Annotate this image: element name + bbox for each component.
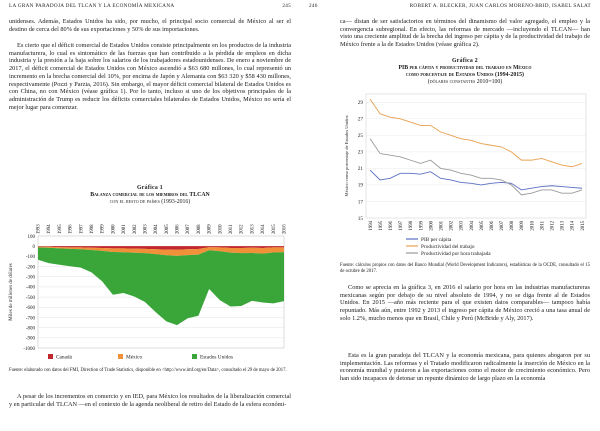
- x-tick-label-2001: 2001: [122, 224, 128, 234]
- x-tick-label-2011: 2011: [229, 224, 235, 234]
- x-tick-label-2004: 2004: [469, 221, 475, 231]
- right-paragraph-3: Esta es la gran paradoja del TLCAN y la economía mexicana, para quienes abogaron por su implementación. Las reformas y el Tratado modificaron radicalmente la inserción de México en la economía mundial y pusieron a las exportaciones como el motor de crecimiento económico. Pero han sido incapaces de detonar un repunte dinámico de largo plazo en la economía: [340, 352, 590, 383]
- y-tick-label-6: 27: [357, 116, 363, 123]
- x-tick-label-2000: 2000: [111, 224, 117, 234]
- legend-label-2: Productividad por hora trabajada: [421, 250, 491, 257]
- legend-label-0: Canadá: [56, 354, 72, 361]
- y-tick-label-5: -400: [25, 285, 35, 291]
- x-tick-label-2005: 2005: [479, 221, 485, 231]
- figure-1-source: Fuente: elaborado con datos del FMI, Direction of Trade Statistics, disponible en <http://www.imf.org/en/Data>, consultado el 29 de mayo de 2017.: [9, 368, 287, 373]
- x-tick-label-2015: 2015: [580, 220, 586, 231]
- left-paragraph-2: Es cierto que el déficit comercial de Estados Unidos consiste principalmente en los productos de la industria manufacturera, lo cual es sintomático de las fuerzas que han contribuido a la pérdida de empleos en dicha industria y la presión a la baja sobre los salarios de los trabajadores estadounidenses. De enero a noviembre de 2017, el déficit comercial de Estados Unidos con México ascendió a $63 680 millones, lo cual representó un incremento en la brecha comercial del 10%, por encima de Japón y Alemania con $63 320 y $58 430 millones, respectivamente (Pozzi y Parzia, 2016). Sin embargo, el mayor déficit comercial bilateral de Estados Unidos es con China, no con México (véase gráfica 1). Por lo tanto, incluso si uno de los objetivos principales de la administración de Trump es reducir los déficits comerciales bilaterales de Estados Unidos, México no sería el mejor lugar para comenzar.: [9, 42, 291, 111]
- legend-swatch-0: [48, 354, 53, 359]
- legend-label-1: Productividad del trabajo: [421, 243, 475, 250]
- y-axis-label: Miles de millones de dólares: [9, 263, 14, 321]
- x-tick-label-2002: 2002: [449, 221, 455, 231]
- y-tick-label-11: -1000: [23, 346, 35, 352]
- page-number-right: 246: [309, 3, 318, 9]
- running-header-left: LA GRAN PARADOJA DEL TLCAN Y LA ECONOMÍA MEXICANA: [9, 3, 175, 9]
- figure-2-number: Gráfica 2: [451, 58, 479, 64]
- x-tick-label-1997: 1997: [399, 221, 405, 231]
- x-tick-label-2012: 2012: [550, 221, 556, 231]
- right-page: [300, 0, 600, 431]
- y-tick-label-1: 0: [32, 244, 35, 250]
- x-tick-label-2009: 2009: [520, 221, 526, 231]
- y-tick-label-4: -300: [25, 275, 35, 281]
- y-tick-label-1: 17: [357, 199, 363, 206]
- x-tick-label-1993: 1993: [36, 224, 42, 234]
- x-tick-label-2007: 2007: [500, 221, 506, 231]
- y-axis-label: México como porcentaje de Estados Unidos: [344, 115, 349, 197]
- y-tick-label-5: 25: [357, 133, 363, 140]
- x-tick-label-2005: 2005: [164, 224, 170, 234]
- x-tick-label-2007: 2007: [186, 224, 192, 234]
- x-tick-label-1998: 1998: [409, 221, 415, 231]
- y-tick-label-0: 15: [357, 215, 363, 222]
- trade-balance-chart: [0, 206, 300, 366]
- y-tick-label-10: -900: [25, 336, 35, 342]
- x-tick-label-2004: 2004: [154, 224, 160, 234]
- y-tick-label-3: -200: [25, 265, 35, 271]
- left-paragraph-3: A pesar de los incrementos en comercio y en IED, para México los resultados de la liberalización comercial y en particular del TLCAN —en el contexto de la agenda neoliberal de retiro del Estado de la esfera económi-: [9, 393, 291, 408]
- figure-2-subtitle-2: (dólares constantes 2010=100): [427, 79, 503, 85]
- legend-swatch-2: [192, 354, 197, 359]
- x-tick-label-2013: 2013: [250, 224, 256, 234]
- x-tick-label-1996: 1996: [388, 221, 394, 231]
- running-header-right: ROBERT A. BLECKER, JUAN CARLOS MORENO-BRID, ISABEL SALAT: [409, 3, 591, 9]
- y-tick-label-4: 23: [357, 149, 363, 156]
- y-tick-label-0: 100: [27, 234, 35, 240]
- x-tick-label-1999: 1999: [419, 221, 425, 231]
- x-tick-label-2008: 2008: [196, 224, 202, 234]
- x-tick-label-2006: 2006: [489, 221, 495, 231]
- x-tick-label-1998: 1998: [89, 224, 95, 234]
- figure-2-title: PIB per cápita y productividad del trabajo en México: [398, 65, 532, 71]
- x-tick-label-1999: 1999: [100, 224, 106, 234]
- x-tick-label-1995: 1995: [378, 221, 384, 231]
- right-paragraph-1: ca— distan de ser satisfactorios en términos del dinamismo del valor agregado, el empleo y la convergencia subregional. En efecto, las reformas de mercado —incluyendo el TLCAN— han visto una creciente amplitud de la brecha del ingreso per cápita y de la productividad del trabajo de México frente a la de Estados Unidos (véase gráfica 2).: [340, 18, 590, 49]
- figure-1-subtitle: con el resto de países (1993-2016): [109, 199, 191, 205]
- x-tick-label-1996: 1996: [68, 224, 74, 234]
- y-tick-label-8: -700: [25, 316, 35, 322]
- figure-2-subtitle: como porcentaje de Estados Unidos (1994-2015): [406, 72, 524, 78]
- x-tick-label-2010: 2010: [218, 224, 224, 234]
- x-tick-label-2003: 2003: [143, 224, 149, 234]
- x-tick-label-2010: 2010: [530, 221, 536, 231]
- x-tick-label-2013: 2013: [560, 221, 566, 231]
- x-tick-label-2006: 2006: [175, 224, 181, 234]
- x-tick-label-2002: 2002: [132, 224, 138, 234]
- x-tick-label-2011: 2011: [540, 221, 546, 231]
- x-tick-label-2016: 2016: [282, 224, 288, 234]
- y-tick-label-3: 21: [357, 166, 363, 173]
- page-number-left: 245: [282, 3, 291, 9]
- legend-label-0: PIB per cápita: [421, 236, 452, 243]
- productivity-chart: [336, 86, 592, 261]
- legend-swatch-1: [118, 354, 123, 359]
- y-tick-label-9: -800: [25, 326, 35, 332]
- legend-label-1: México: [126, 354, 143, 361]
- x-tick-label-1997: 1997: [79, 224, 85, 234]
- x-tick-label-2012: 2012: [239, 224, 245, 234]
- x-tick-label-2001: 2001: [439, 221, 445, 231]
- figure-1-number: Gráfica 1: [136, 185, 164, 191]
- figure-2-source: Fuente: cálculos propios con datos del Banco Mundial (World Development Indicators), estadísticas de la OCDE, consultado el 15 de octubre de 2017.: [340, 263, 590, 274]
- y-tick-label-2: -100: [25, 255, 35, 261]
- figure-1-caption: [9, 185, 291, 206]
- y-tick-label-2: 19: [357, 182, 363, 189]
- x-tick-label-1994: 1994: [47, 224, 53, 234]
- legend-label-2: Estados Unidos: [200, 354, 234, 361]
- left-paragraph-1: unidenses. Además, Estados Unidos ha sido, por mucho, el principal socio comercial de México al ser el destino de cerca del 80% de sus exportaciones y 50% de sus importaciones.: [9, 18, 291, 33]
- y-tick-label-7: -600: [25, 306, 35, 312]
- x-tick-label-2014: 2014: [570, 221, 576, 231]
- x-tick-label-2003: 2003: [459, 221, 465, 231]
- x-tick-label-1994: 1994: [368, 221, 374, 231]
- y-tick-label-7: 29: [357, 100, 363, 107]
- figure-1-title: Balanza comercial de los miembros del TLCAN: [90, 192, 210, 198]
- y-tick-label-6: -500: [25, 295, 35, 301]
- x-tick-label-2014: 2014: [261, 224, 267, 234]
- figure-2-caption: [340, 58, 590, 86]
- x-tick-label-2008: 2008: [510, 221, 516, 231]
- x-tick-label-2000: 2000: [429, 221, 435, 231]
- right-paragraph-2: Como se aprecia en la gráfica 3, en 2016 el salario por hora en las industrias manufactureras mexicanas según por debajo de su nivel absoluto de 1994, y no se diga frente al de Estados Unidos. En 2015 —año más reciente para el que existen datos comparables— tampoco había repuntado. Más aún, entre 1992 y 2013 el ingreso per cápita de México creció a una tasa anual de solo 1.2%, mucho menos que en Brasil, Chile y Perú (McBride y Aly, 2017).: [340, 284, 590, 322]
- x-tick-label-2015: 2015: [271, 224, 277, 234]
- x-tick-label-2009: 2009: [207, 224, 213, 234]
- plot-area: [366, 94, 586, 218]
- x-tick-label-1995: 1995: [57, 224, 63, 234]
